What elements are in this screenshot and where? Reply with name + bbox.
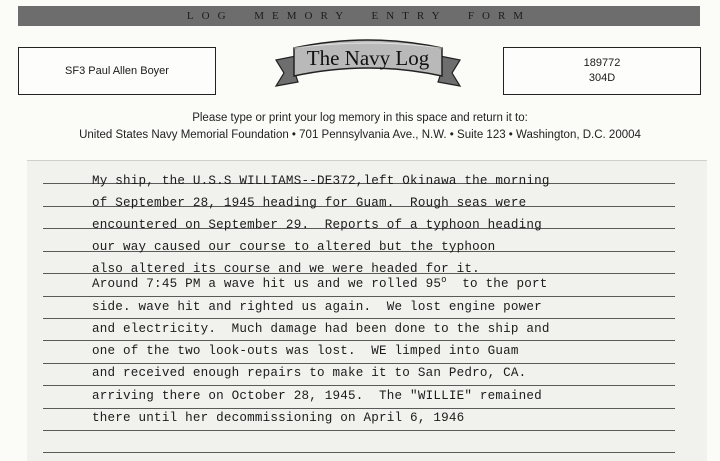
entry-line-3: encountered on September 29. Reports of a typhoon heading	[92, 218, 542, 232]
entry-line-8: and electricity. Much damage had been done to the ship and	[92, 322, 550, 336]
entry-line-2: of September 28, 1945 heading for Guam. Rough seas were	[92, 196, 527, 210]
author-name-box	[18, 47, 216, 95]
entry-line-5: also altered its course and we were headed for it.	[92, 262, 480, 276]
entry-line-10: and received enough repairs to make it to San Pedro, CA.	[92, 366, 527, 380]
instructions-line-1: Please type or print your log memory in this space and return it to:	[192, 112, 528, 124]
ruled-line	[43, 340, 675, 341]
ruled-line	[43, 296, 675, 297]
logo-text: The Navy Log	[306, 46, 430, 70]
ruled-line	[43, 385, 675, 386]
entry-line-7: side. wave hit and righted us again. We lost engine power	[92, 300, 542, 314]
entry-line-1: My ship, the U.S.S WILLIAMS--DE372,left Okinawa the morning	[92, 174, 550, 188]
ruled-line	[43, 318, 675, 319]
degree-symbol: o	[441, 274, 447, 285]
roll-tail: to the port	[462, 277, 548, 291]
form-title: LOG MEMORY ENTRY FORM	[186, 10, 532, 22]
entry-line-4: our way caused our course to altered but the typhoon	[92, 240, 496, 254]
ruled-line	[43, 363, 675, 364]
ruled-line	[43, 408, 675, 409]
roll-degrees: 95	[425, 277, 442, 291]
navy-log-banner-logo	[268, 30, 468, 102]
entry-line-9: one of the two look-outs was lost. WE limped into Guam	[92, 344, 519, 358]
entry-line-6-start: Around 7:45 PM a wave hit us and we rolled	[92, 277, 418, 291]
entry-line-11: arriving there on October 28, 1945. The "WILLIE" remained	[92, 389, 542, 403]
reference-number: 189772	[583, 57, 621, 69]
entry-line-12: there until her decommissioning on April 6, 1946	[92, 411, 465, 425]
ruled-line	[43, 430, 675, 431]
instructions-address: United States Navy Memorial Foundation • 701 Pennsylvania Ave., N.W. • Suite 123 • Washington, D.C. 20004	[79, 129, 641, 141]
reference-box	[503, 47, 701, 95]
author-name: SF3 Paul Allen Boyer	[65, 65, 169, 77]
ruled-line	[43, 452, 675, 453]
reference-code: 304D	[588, 72, 616, 84]
entry-line-6	[92, 274, 548, 291]
form-title-bar	[18, 6, 700, 26]
